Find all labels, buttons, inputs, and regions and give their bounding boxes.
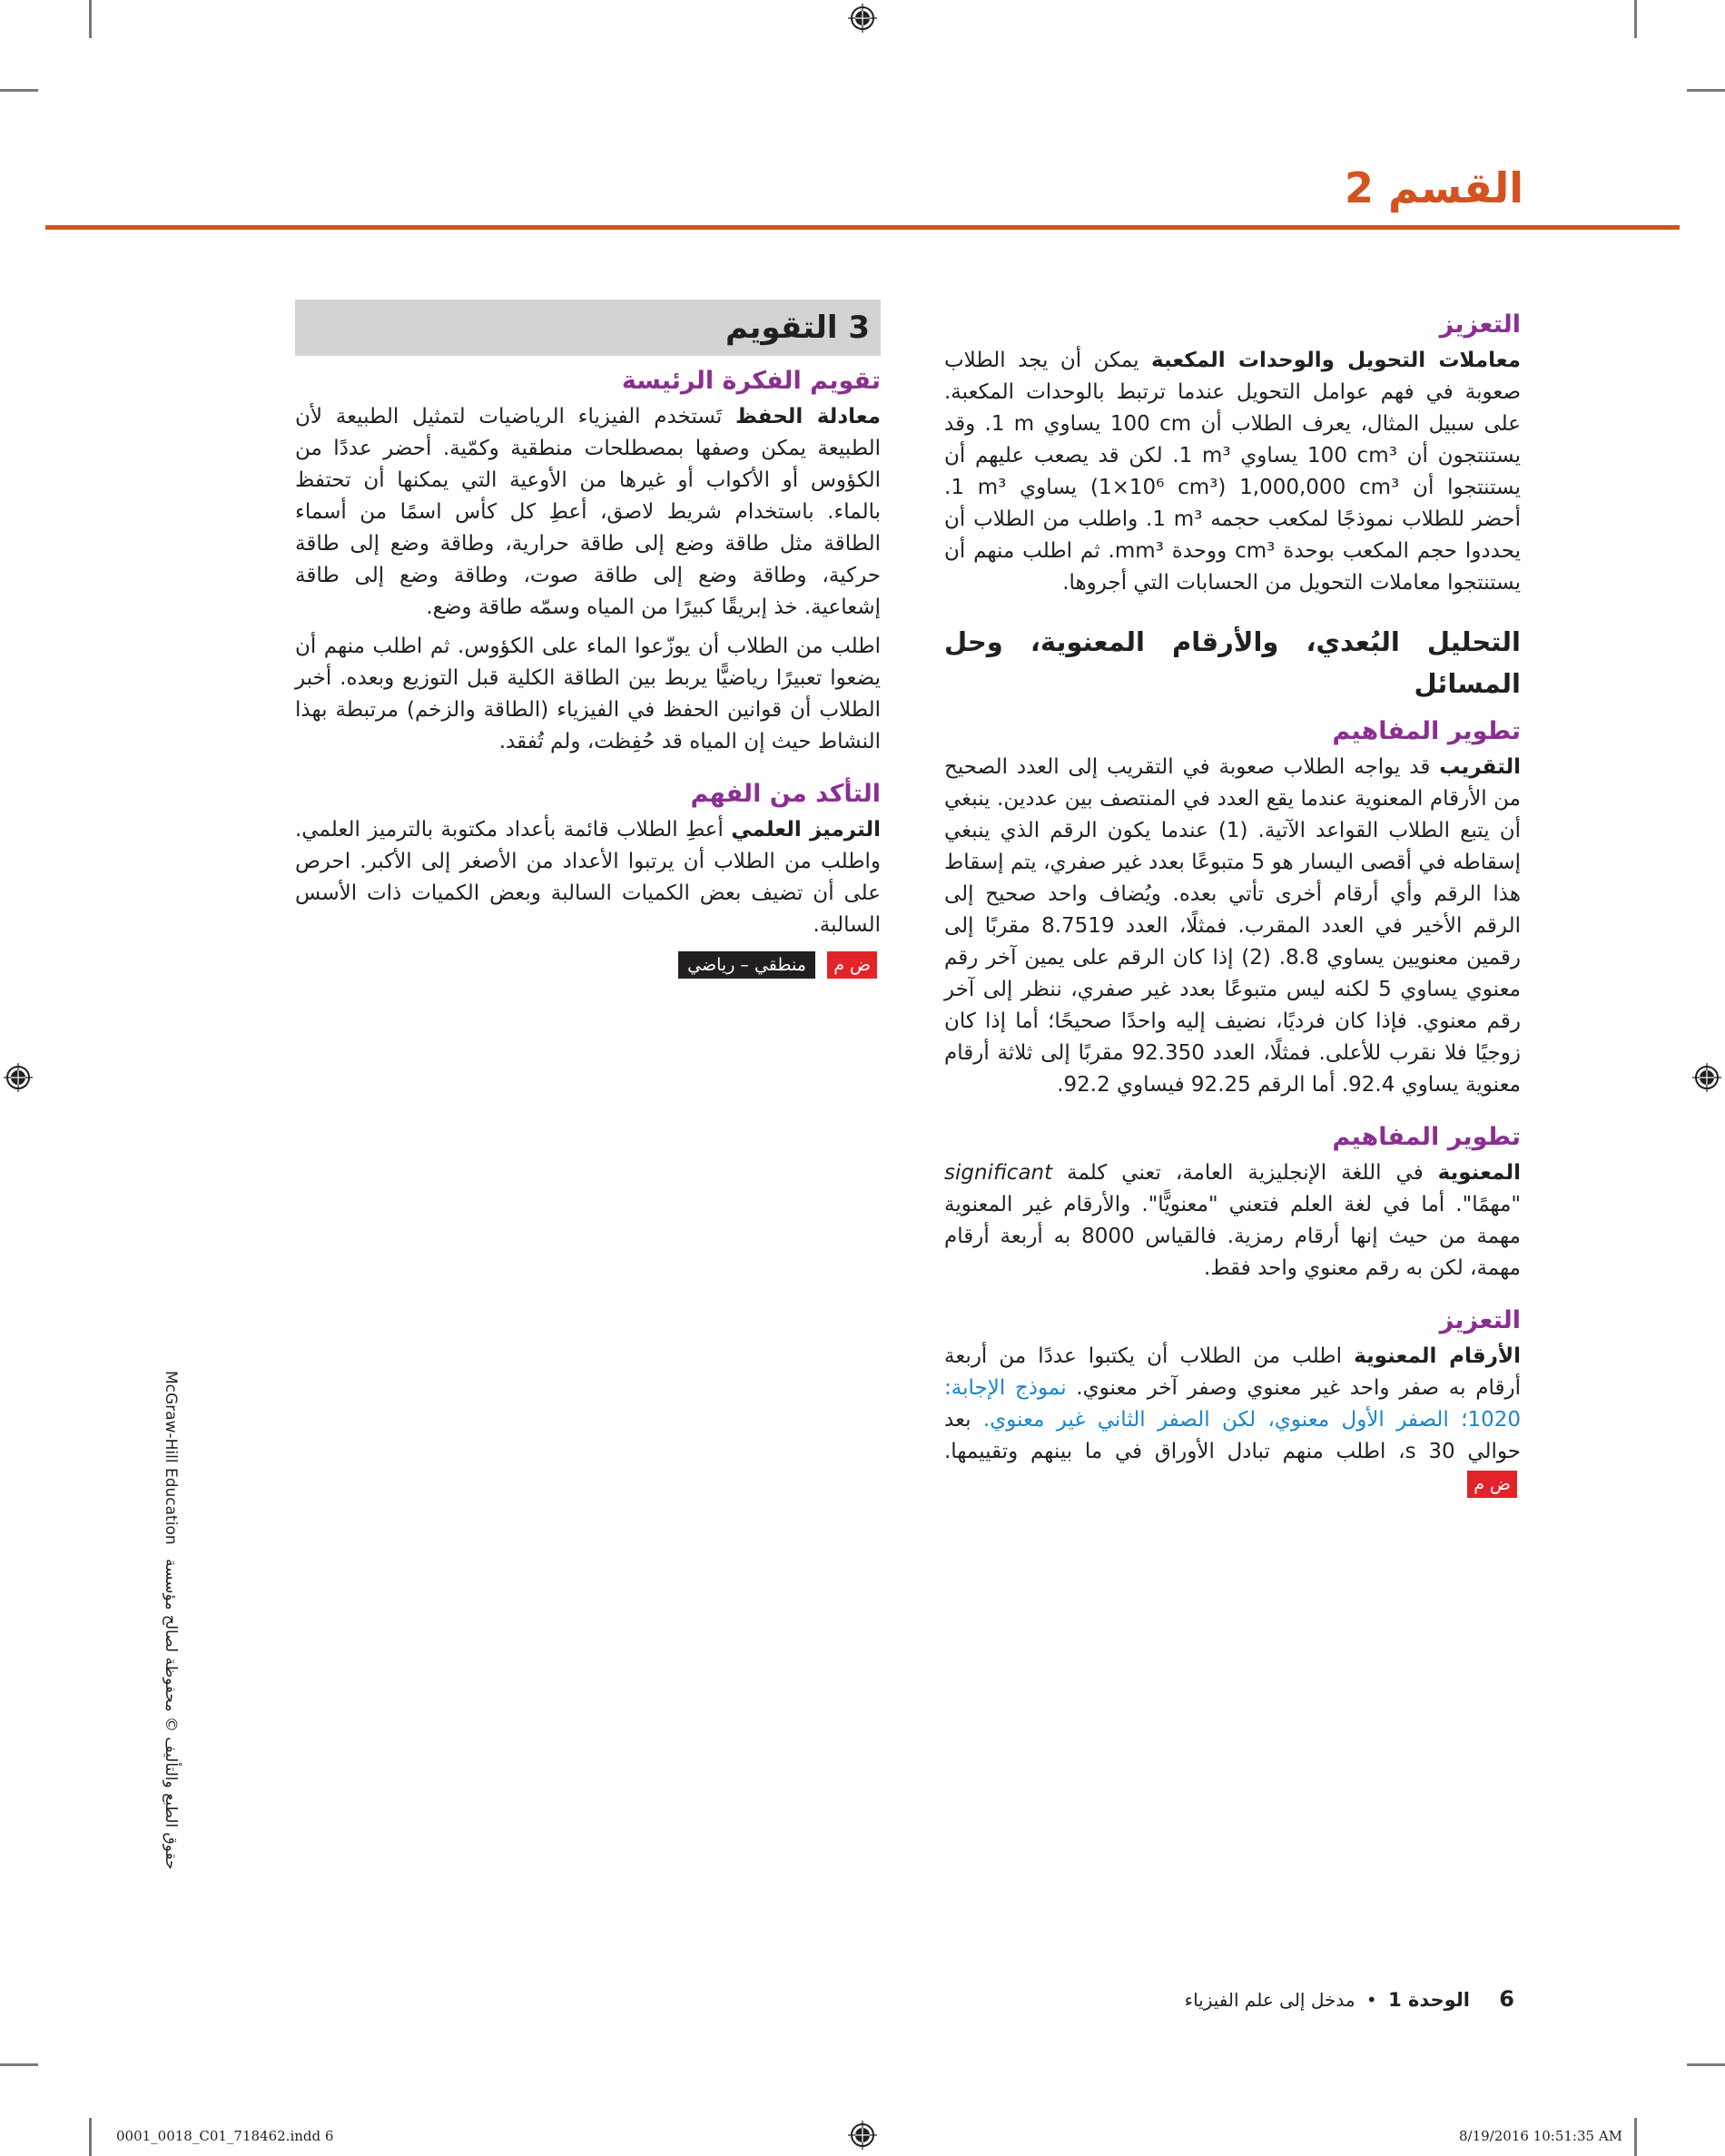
copyright-text: حقوق الطبع والتأليف © محفوظة لصالح مؤسسة (162, 1559, 180, 1870)
print-timestamp: 8/19/2016 10:51:35 AM (1459, 2128, 1623, 2144)
paragraph-lead: الترميز العلمي (731, 818, 881, 842)
reinforce-paragraph (944, 345, 1521, 599)
paragraph-text: أعطِ الطلاب قائمة بأعداد مكتوبة بالترميز العلمي. واطلب من الطلاب أن يرتبوا الأعداد من الأصغر إلى الأكبر. احرص على أن تضيف بعض الكميات السالبة وبعض الكميات ذات الأسس السالبة. (295, 818, 881, 937)
left-column (295, 300, 881, 980)
page-number: 6 (1499, 1986, 1514, 2012)
paragraph-text: تَستخدم الفيزياء الرياضيات لتمثيل الطبيعة لأن الطبيعة يمكن وصفها بمصطلحات منطقية وكمّية. أحضر عددًا من الكؤوس أو الأكواب أو غيرها من الأوعية التي يمكنها أن تحتفظ بالماء. باستخدام شريط لاصق، أعطِ كل كأس اسمًا من أسماء الطاقة مثل طاقة وضع إلى طاقة حرارية، وطاقة وضع إلى طاقة حركية، وطاقة وضع إلى طاقة صوت، وطاقة وضع إلى طاقة إشعاعية. خذ إبريقًا كبيرًا من المياه وسمّه طاقة وضع. (295, 405, 881, 619)
unit-title: مدخل إلى علم الفيزياء (1184, 1989, 1355, 2011)
reinforce-block-1 (944, 307, 1521, 599)
concepts-paragraph (944, 752, 1521, 1101)
reinforce-heading: التعزيز (1439, 310, 1521, 339)
file-slug: 0001_0018_C01_718462.indd 6 (116, 2128, 334, 2144)
paragraph-text: بعد حوالي 30 s، اطلب منهم تبادل الأوراق في ما بينهم وتقييمها. (944, 1408, 1521, 1463)
paragraph-text: يساوي (1006, 476, 1090, 499)
measure-value: (1×10⁶ cm³) 1,000,000 cm³ (1089, 476, 1400, 499)
crop-mark (1634, 2118, 1637, 2156)
assessment-banner-title: 3 التقويم (724, 309, 870, 346)
measure-value: 1 m³ (1178, 444, 1231, 468)
concepts-block-1 (944, 714, 1521, 1101)
paragraph-text: . ثم اطلب منهم أن يستنتجوا معاملات التحويل من الحسابات التي أجروها. (944, 539, 1521, 595)
publisher-name: McGraw-Hill Education (162, 1371, 180, 1545)
paragraph-lead: التقريب (1439, 755, 1521, 779)
paragraph-text: اطلب من الطلاب أن يكتبوا عددًا من أربعة أرقام به صفر واحد غير معنوي وصفر آخر معنوي. (944, 1344, 1522, 1400)
paragraph-lead: الأرقام المعنوية (1354, 1344, 1521, 1368)
unit-label: الوحدة 1 (1388, 1989, 1470, 2011)
paragraph-text: . واطلب من الطلاب أن يحددوا حجم المكعب بوحدة (944, 507, 1521, 563)
differentiation-badge: ض م (1467, 1471, 1517, 1498)
reinforce-paragraph (944, 1341, 1521, 1500)
paragraph-text: يساوي (1034, 412, 1110, 436)
main-idea-block (295, 363, 881, 758)
measure-value: 1 m³ (1152, 507, 1203, 531)
reinforce-block-2 (944, 1303, 1521, 1500)
paragraph-text: . أحضر للطلاب نموذجًا لمكعب حجمه (944, 476, 1522, 531)
measure-value: 1 m (991, 412, 1035, 436)
english-term: significant (944, 1161, 1053, 1185)
sample-answer: نموذج الإجابة: 1020؛ الصفر الأول معنوي، لكن الصفر الثاني غير معنوي. (944, 1376, 1521, 1432)
check-understanding-heading: التأكد من الفهم (690, 780, 881, 808)
crop-mark (1687, 89, 1725, 92)
paragraph-text: قد يواجه الطلاب صعوبة في التقريب إلى العدد الصحيح من الأرقام المعنوية عندما يقع العدد في المنتصف بين عددين. ينبغي أن يتبع الطلاب القواعد الآتية. (1) عندما يكون الرقم الذي ينبغي إسقاطه في أقصى اليسار هو 5 متبوعًا بعدد غير صفري، يتم إسقاط هذا الرقم وأي أرقام أخرى تأتي بعده. ويُضاف واحد صحيح إلى الرقم الأخير في العدد المقرب. فمثلًا، العدد 8.7519 مقربًا إلى رقمين معنويين يساوي 8.8. (2) إذا كان الرقم على يمين آخر رقم معنوي يساوي 5 لكنه ليس متبوعًا بعدد غير صفري، ننظر إلى آخر رقم معنوي. فإذا كان فرديًا، نضيف إليه واحدًا صحيحًا؛ أما إذا كان زوجيًا فلا نقرب للأعلى. فمثلًا، العدد 92.350 مقربًا إلى ثلاثة أرقام معنوية يساوي 92.4. أما الرقم 92.25 فيساوي 92.2. (944, 755, 1521, 1097)
main-idea-heading: تقويم الفكرة الرئيسة (621, 367, 881, 395)
crop-mark (89, 2118, 92, 2156)
crop-mark (89, 0, 92, 38)
measure-value: 100 cm³ (1307, 444, 1397, 468)
reinforce-heading: التعزيز (1439, 1306, 1521, 1334)
crop-mark (1687, 2063, 1725, 2066)
badges-row (295, 949, 881, 980)
concepts-block-2 (944, 1119, 1521, 1285)
registration-mark-icon (1691, 1062, 1722, 1093)
concepts-heading: تطوير المفاهيم (1332, 1123, 1521, 1151)
paragraph-text: . وقد يستنتجون أن (944, 412, 1521, 468)
crop-mark (0, 2063, 38, 2066)
paragraph-text: . لكن قد يصعب عليهم أن يستنتجوا أن (944, 444, 1521, 499)
measure-value: cm³ (1235, 539, 1276, 563)
section-divider (45, 225, 1680, 230)
crop-mark (0, 89, 38, 92)
registration-mark-icon (847, 2120, 878, 2151)
measure-value: 100 cm (1109, 412, 1192, 436)
differentiation-badge: ض م (827, 951, 877, 979)
registration-mark-icon (3, 1062, 34, 1093)
bullet-separator: • (1365, 1989, 1377, 2011)
measure-value: mm³ (1114, 539, 1164, 563)
paragraph-lead: المعنوية (1437, 1161, 1521, 1185)
concepts-paragraph (944, 1157, 1521, 1285)
paragraph-text: يمكن أن يجد الطلاب صعوبة في فهم عوامل التحويل عندما ترتبط بالوحدات المكعبة. على سبيل المثال، يعرف الطلاب أن (944, 349, 1521, 436)
main-idea-paragraph (295, 401, 881, 624)
concepts-heading: تطوير المفاهيم (1332, 717, 1521, 745)
paragraph-text: في اللغة الإنجليزية العامة، تعني كلمة (1052, 1161, 1438, 1185)
page-footer (1185, 1986, 1514, 2012)
paragraph-lead: معادلة الحفظ (735, 405, 881, 428)
crop-mark (1634, 0, 1637, 38)
check-understanding-block (295, 776, 881, 980)
main-idea-paragraph-2: اطلب من الطلاب أن يوزّعوا الماء على الكؤوس. ثم اطلب منهم أن يضعوا تعبيرًا رياضيًّا يربط بين الطاقة الكلية قبل التوزيع وبعده. أخبر الطلاب أن قوانين الحفظ في الفيزياء (الطاقة والزخم) مرتبطة بهذا النشاط حيث إن المياه قد حُفِظت، ولم تُفقد. (295, 635, 881, 753)
registration-mark-icon (847, 3, 878, 34)
learning-style-badge: منطقي – رياضي (678, 951, 815, 979)
paragraph-text: "مهمًا". أما في لغة العلم فتعني "معنويًّا". والأرقام غير المعنوية مهمة من حيث إنها أرقام رمزية. فالقياس 8000 به أربعة أرقام مهمة، لكن به رقم معنوي واحد فقط. (944, 1193, 1521, 1280)
assessment-banner (295, 300, 881, 356)
right-column (944, 307, 1521, 1503)
check-understanding-paragraph (295, 814, 881, 941)
paragraph-text: يساوي (1230, 444, 1308, 468)
copyright-notice (162, 1371, 180, 1915)
main-heading: التحليل البُعدي، والأرقام المعنوية، وحل المسائل (944, 626, 1521, 699)
section-title: القسم 2 (1344, 163, 1523, 212)
paragraph-text: ووحدة (1163, 539, 1236, 563)
paragraph-lead: معاملات التحويل والوحدات المكعبة (1151, 349, 1521, 372)
measure-value: 1 m³ (951, 476, 1007, 499)
